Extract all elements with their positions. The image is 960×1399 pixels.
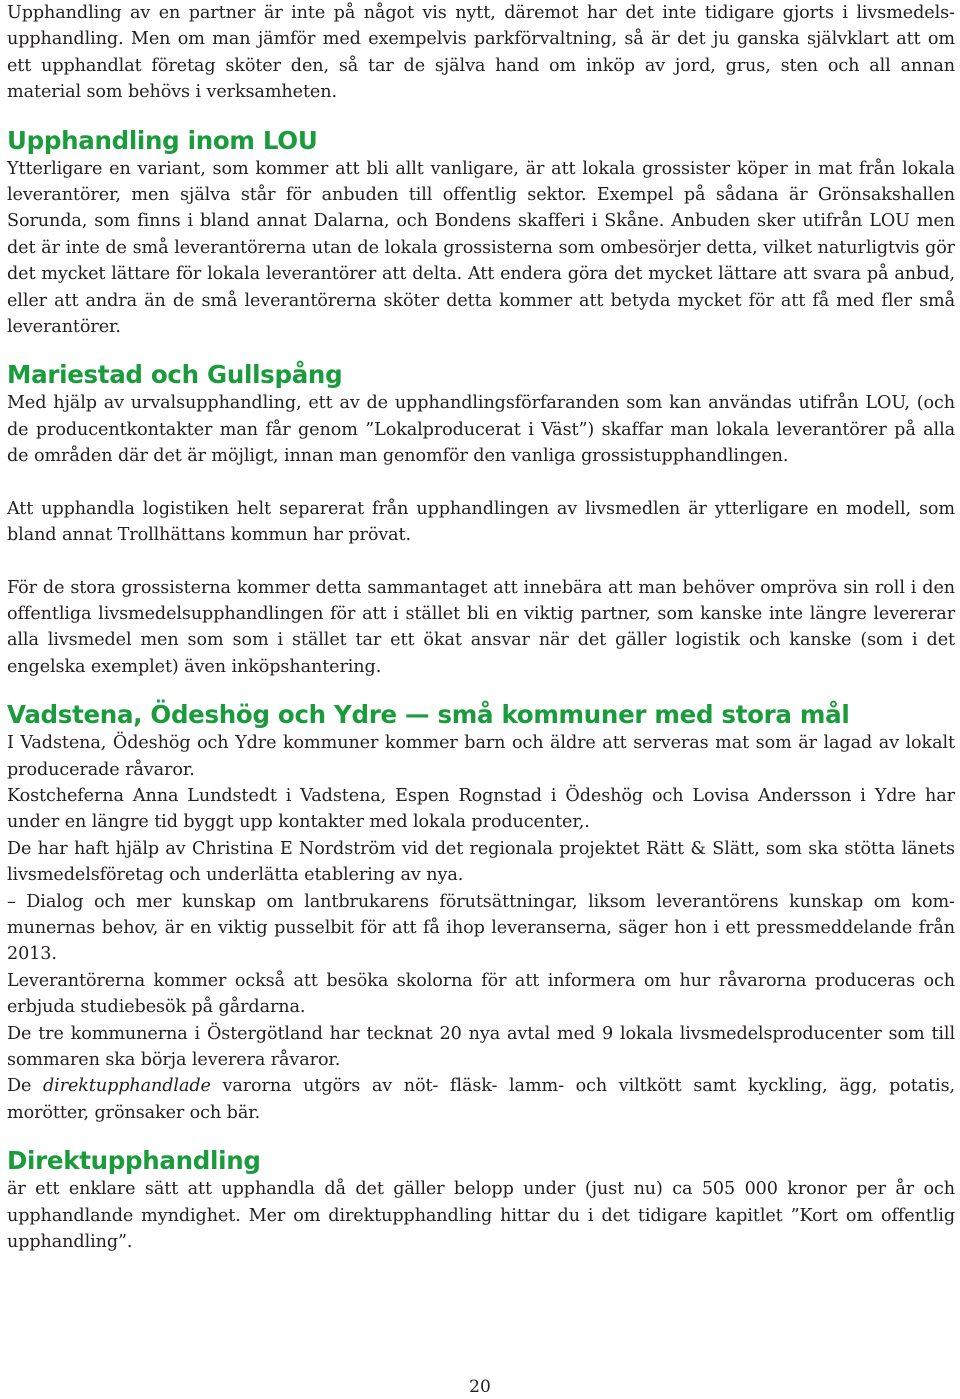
vadstena-paragraph-5: Leverantörerna kommer också att besöka skolorna för att informera om hur råvarorna produceras och erbjuda studiebesök på gårdarna. — [7, 970, 955, 1018]
heading-vadstena-odeshog-ydre: Vadstena, Ödeshög och Ydre — små kommuner med stora mål — [7, 700, 850, 730]
p7-suffix: varorna utgörs av nöt- fläsk- lamm- och viltkött samt kyckling, ägg, potatis, morötter, grönsaker och bär. — [7, 1076, 956, 1123]
heading-upphandling-lou: Upphandling inom LOU — [7, 125, 318, 155]
mariestad-paragraph-2: Att upphandla logistiken helt separerat från upphandlingen av livsmedlen är ytterligare en modell, som bland annat Trollhättans kommun har prövat. — [7, 498, 955, 546]
p7-prefix: De — [7, 1076, 43, 1097]
heading-mariestad-gullspang: Mariestad och Gullspång — [7, 360, 343, 390]
page-number: 20 — [469, 1377, 491, 1397]
vadstena-paragraph-4: – Dialog och mer kunskap om lantbrukarens förutsättningar, liksom leverantörens kunskap om kommunernas behov, är en viktig pusselbit för att få ihop leveranserna, säger hon i ett pressmeddelande från 2013. — [7, 891, 955, 965]
vadstena-paragraph-6: De tre kommunerna i Östergötland har tecknat 20 nya avtal med 9 lokala livsmedelsproducenter som till sommaren ska börja leverera råvaror. — [7, 1023, 955, 1070]
vadstena-paragraph-7 — [7, 1073, 955, 1126]
vadstena-paragraph-1: I Vadstena, Ödeshög och Ydre kommuner kommer barn och äldre att serveras mat som är lagad av lokalt producerade råvaror. — [7, 733, 955, 780]
mariestad-paragraph-1: Med hjälp av urvalsupphandling, ett av de upphandlingsförfaranden som kan användas utifrån LOU, (och de producentkontakter man får genom ”Lokalproducerat i Väst”) skaffar man lokala leverantörer på alla de områden där det är möjligt, innan man genomför den vanliga grossistupphandlingen. — [7, 393, 955, 467]
heading-direktupphandling: Direktupphandling — [7, 1146, 261, 1176]
mariestad-paragraph-3: För de stora grossisterna kommer detta sammantaget att innebära att man behöver ompröva sin roll i den offentliga livsmedelsupphandlingen för att i stället bli en viktig partner, som kanske inte längre levererar alla livsmedel men som som i stället tar ett ökat ansvar när det gäller logistik och kanske (som i det engelska exemplet) även inköpshantering. — [7, 577, 955, 677]
vadstena-paragraph-2: Kostcheferna Anna Lundstedt i Vadstena, Espen Rognstad i Ödeshög och Lovisa Andersson i Ydre har under en längre tid byggt upp kontakter med lokala producenter,. — [7, 785, 955, 833]
vadstena-paragraph-3: De har haft hjälp av Christina E Nordström vid det regionala projektet Rätt & Slätt, som ska stötta länets livsmedelsföretag och underlätta etablering av nya. — [7, 838, 955, 886]
lou-paragraph: Ytterligare en variant, som kommer att bli allt vanligare, är att lokala grossister köper in mat från lokala leverantörer, men själva står för anbuden till offentlig sektor. Exempel på sådana är Grönsakshallen Sorunda, som finns i bland annat Dalarna, och Bondens skafferi i Skåne. Anbuden sker utifrån LOU men det är inte de små leverantörerna utan de lokala grossisterna som ombesörjer detta, vilket naturligtvis gör det mycket lättare för lokala leverantörer att delta. Att endera göra det mycket lättare att svara på anbud, eller att andra än de små leverantörerna sköter detta kommer att betyda mycket för att få med fler små leverantörer. — [7, 158, 955, 338]
p7-emphasis: direktupphandlade — [43, 1076, 211, 1097]
intro-paragraph: Upphandling av en partner är inte på något vis nytt, däremot har det inte tidigare gjorts i livsmedelsupphandling. Men om man jämför med exempelvis parkförvaltning, så är det ju ganska självklart att om ett upphandlat företag sköter den, så tar de själva hand om inköp av jord, grus, sten och all annan material som behövs i verksamheten. — [7, 3, 955, 103]
document-page — [7, 0, 955, 1255]
direkt-paragraph: är ett enklare sätt att upphandla då det gäller belopp under (just nu) ca 505 000 kronor per år och upphandlande myndighet. Mer om direktupphandling hittar du i det tidigare kapitlet ”Kort om offentlig upphandling”. — [7, 1179, 955, 1253]
